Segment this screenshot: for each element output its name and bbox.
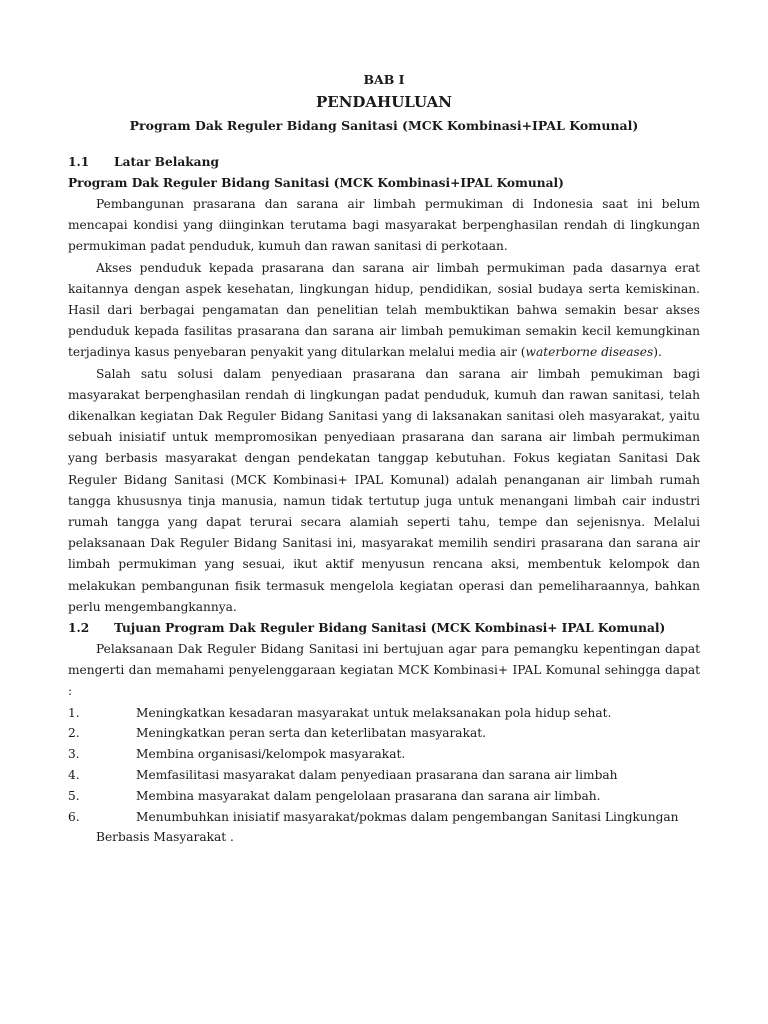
paragraph: [68, 258, 700, 364]
section-heading-1-2: [68, 618, 700, 639]
list-item-text: Memfasilitasi masyarakat dalam penyediaan prasarana dan sarana air limbah: [136, 768, 618, 783]
section-number: 1.2: [68, 621, 90, 636]
list-item: [68, 744, 700, 765]
list-item: [68, 703, 700, 724]
list-item-continuation-text: Berbasis Masyarakat .: [96, 830, 234, 845]
document-page: [68, 70, 700, 848]
list-marker: 6.: [68, 809, 80, 824]
list-marker: 3.: [68, 747, 80, 762]
list-item-text: Meningkatkan kesadaran masyarakat untuk melaksanakan pola hidup sehat.: [136, 705, 612, 720]
list-marker: 1.: [68, 705, 80, 720]
list-marker: 5.: [68, 788, 80, 803]
list-item-continuation: [68, 827, 700, 848]
paragraph-end: ).: [653, 345, 662, 360]
list-marker: 4.: [68, 768, 80, 783]
spacer: [68, 138, 700, 152]
list-item: [68, 786, 700, 807]
list-item: [68, 765, 700, 786]
chapter-title: PENDAHULUAN: [315, 93, 453, 111]
section-heading-1-1: [68, 152, 700, 173]
paragraph: Pembangunan prasarana dan sarana air limbah permukiman di Indonesia saat ini belum mencapai kondisi yang diinginkan terutama bagi masyarakat berpenghasilan rendah di lingkungan permukiman padat penduduk, kumuh dan rawan sanitasi di perkotaan.: [68, 197, 700, 254]
list-item-text: Membina organisasi/kelompok masyarakat.: [136, 747, 406, 762]
list-item-text: Membina masyarakat dalam pengelolaan prasarana dan sarana air limbah.: [136, 788, 601, 803]
chapter-number: BAB I: [363, 72, 405, 87]
paragraph: Pelaksanaan Dak Reguler Bidang Sanitasi ini bertujuan agar para pemangku kepentingan dapat mengerti dan memahami penyelenggaraan kegiatan MCK Kombinasi+ IPAL Komunal sehingga dapat :: [68, 642, 700, 699]
paragraph-text: Akses penduduk kepada prasarana dan sarana air limbah permukiman pada dasarnya erat kaitannya dengan aspek kesehatan, lingkungan hidup, pendidikan, sosial budaya serta kemiskinan. Hasil dari berbagai pengamatan dan penelitian telah membuktikan bahwa semakin besar akses penduduk kepada fasilitas prasarana dan sarana air limbah pemukiman semakin kecil kemungkinan terjadinya kasus penyebaran penyakit yang ditularkan melalui media air (: [68, 260, 700, 360]
section-title: Latar Belakang: [114, 155, 219, 169]
list-item: [68, 807, 700, 828]
section-number: 1.1: [68, 155, 90, 169]
italic-term: waterborne diseases: [525, 345, 654, 360]
list-item-text: Meningkatkan peran serta dan keterlibatan masyarakat.: [136, 726, 486, 741]
list-item: [68, 723, 700, 744]
objectives-list: [68, 703, 700, 849]
list-item-text: Menumbuhkan inisiatif masyarakat/pokmas dalam pengembangan Sanitasi Lingkungan: [136, 809, 679, 824]
chapter-subtitle: Program Dak Reguler Bidang Sanitasi (MCK Kombinasi+IPAL Komunal): [129, 118, 639, 133]
list-marker: 2.: [68, 726, 80, 741]
section-subtitle: Program Dak Reguler Bidang Sanitasi (MCK Kombinasi+IPAL Komunal): [68, 176, 564, 190]
section-title: Tujuan Program Dak Reguler Bidang Sanitasi (MCK Kombinasi+ IPAL Komunal): [114, 621, 666, 636]
paragraph: Salah satu solusi dalam penyediaan prasarana dan sarana air limbah pemukiman bagi masyarakat berpenghasilan rendah di lingkungan padat penduduk, kumuh dan rawan sanitasi, telah dikenalkan kegiatan Dak Reguler Bidang Sanitasi yang di laksanakan sanitasi oleh masyarakat, yaitu sebuah inisiatif untuk mempromosikan penyediaan prasarana dan sarana air limbah permukiman yang berbasis masyarakat dengan pendekatan tanggap kebutuhan. Fokus kegiatan Sanitasi Dak Reguler Bidang Sanitasi (MCK Kombinasi+ IPAL Komunal) adalah penanganan air limbah rumah tangga khususnya tinja manusia, namun tidak tertutup juga untuk menangani limbah cair industri rumah tangga yang dapat terurai secara alamiah seperti tahu, tempe dan sejenisnya. Melalui pelaksanaan Dak Reguler Bidang Sanitasi ini, masyarakat memilih sendiri prasarana dan sarana air limbah permukiman yang sesuai, ikut aktif menyusun rencana aksi, membentuk kelompok dan melakukan pembangunan fisik termasuk mengelola kegiatan operasi dan pemeliharaannya, bahkan perlu mengembangkannya.: [68, 366, 700, 614]
